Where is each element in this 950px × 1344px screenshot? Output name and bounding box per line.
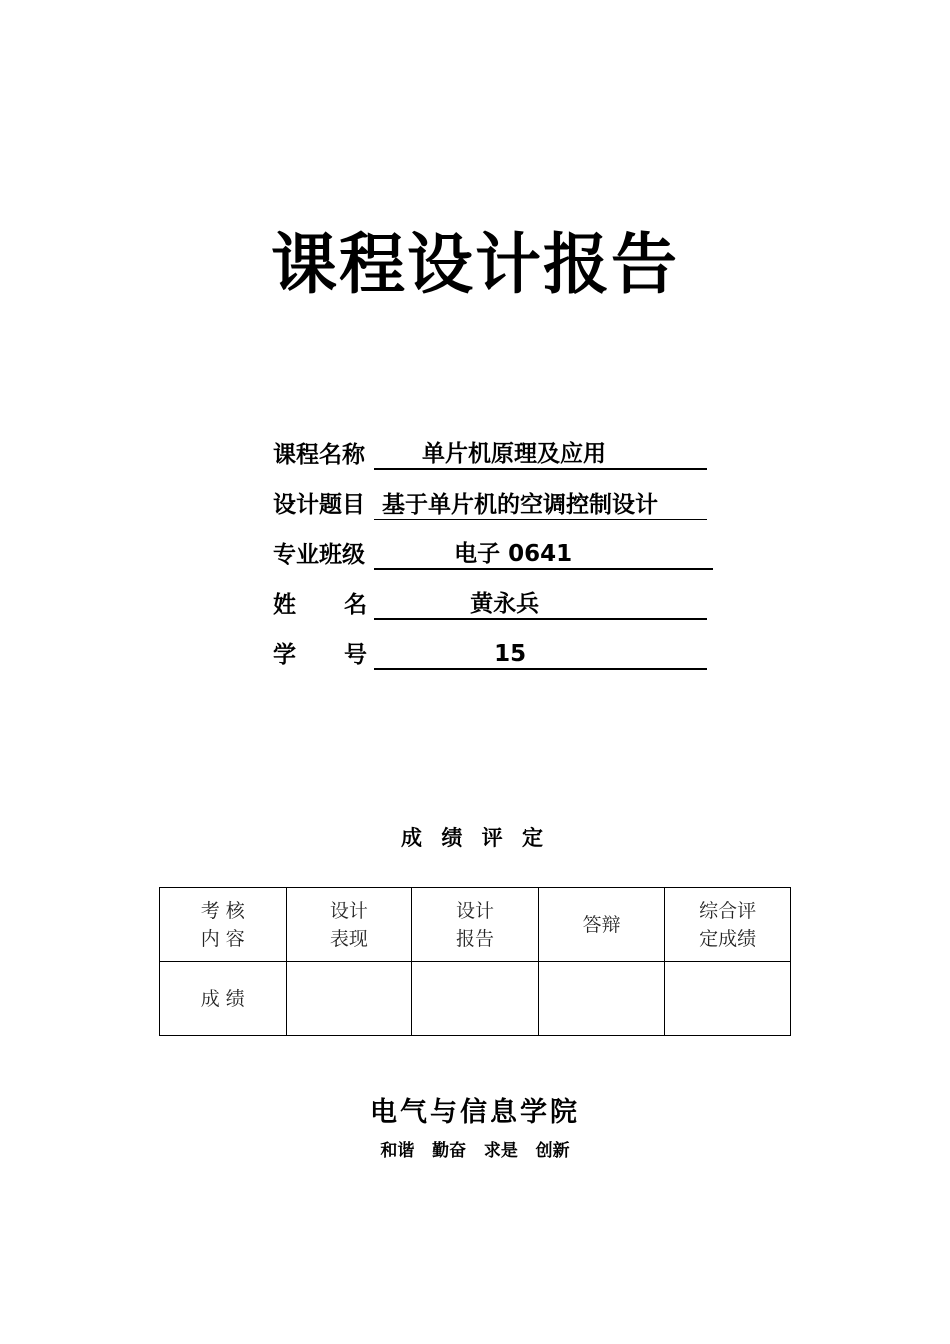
grade-evaluation-title: 成 绩 评 定 <box>401 826 549 850</box>
major-class-row <box>273 520 717 570</box>
course-name-value: 单片机原理及应用 <box>374 440 707 470</box>
header-design-report: 设计 报告 <box>412 888 539 962</box>
course-name-label: 课程名称 <box>273 442 365 468</box>
student-name-row <box>273 570 713 620</box>
header-defense: 答辩 <box>538 888 665 962</box>
score-defense <box>538 962 665 1036</box>
header-overall-grade: 综合评 定成绩 <box>665 888 791 962</box>
major-class-value: 电子 0641 <box>374 540 713 570</box>
report-title: 课程设计报告 <box>271 226 679 303</box>
header-design-performance: 设计 表现 <box>286 888 412 962</box>
school-motto: 和谐 勤奋 求是 创新 <box>380 1141 570 1161</box>
course-name-row <box>273 420 713 470</box>
score-row-label: 成 绩 <box>160 962 287 1036</box>
student-name-label: 姓 名 <box>273 592 368 618</box>
student-id-value: 15 <box>374 640 707 670</box>
grade-table <box>159 887 791 1036</box>
score-design-performance <box>286 962 412 1036</box>
score-overall <box>665 962 791 1036</box>
grade-score-row <box>160 962 791 1036</box>
major-class-label: 专业班级 <box>273 542 365 568</box>
student-id-label: 学 号 <box>273 642 368 668</box>
school-name: 电气与信息学院 <box>370 1097 580 1128</box>
course-info <box>273 420 727 670</box>
header-assessment-content: 考 核 内 容 <box>160 888 287 962</box>
score-design-report <box>412 962 539 1036</box>
design-topic-value: 基于单片机的空调控制设计 <box>374 491 707 520</box>
design-topic-label: 设计题目 <box>273 492 365 518</box>
grade-header-row <box>160 888 791 962</box>
student-name-value: 黄永兵 <box>374 590 707 620</box>
student-id-row <box>273 620 727 670</box>
design-topic-row <box>273 470 713 520</box>
